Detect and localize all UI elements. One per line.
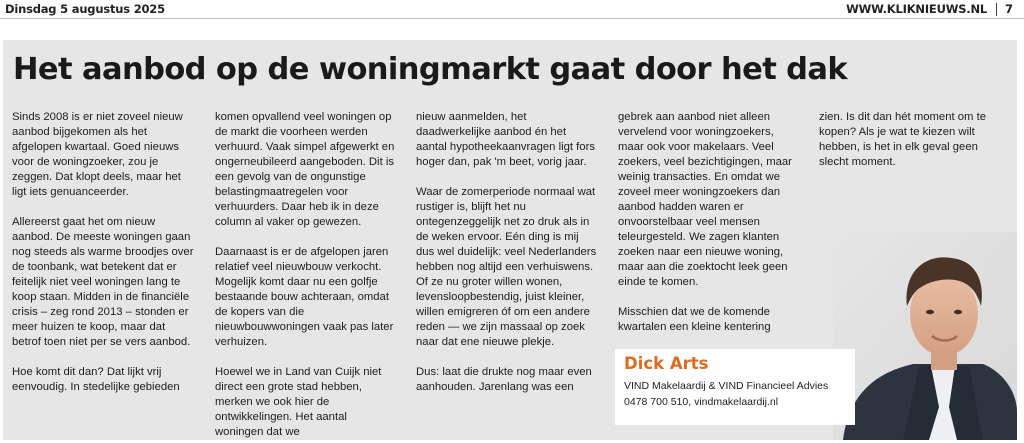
paragraph: Hoewel we in Land van Cuijk niet direct een grote stad hebben, merken we ook hier de ontwikkelingen. Het aantal woningen dat we (215, 366, 382, 438)
header-divider (996, 3, 997, 16)
article-panel (3, 40, 1017, 440)
paragraph: Misschien dat we de komende kwartalen een kleine kentering (618, 306, 771, 333)
author-box (615, 349, 855, 425)
article-column-1 (12, 110, 194, 395)
paragraph: komen opvallend veel woningen op de markt die voorheen werden verhuurd. Vaak simpel afgewerkt en ongerneubileerd aangeboden. Dit is een gevolg van de ongunstige belastingmaatregelen voor verhuurders. Daar heb ik in deze column al vaker op gewezen. (215, 111, 395, 228)
author-photo (833, 232, 1017, 440)
article-column-2 (215, 110, 397, 440)
page-header (0, 0, 1024, 18)
paragraph: zien. Is dit dan hét moment om te kopen? Als je wat te kiezen wilt hebben, is het in elk geval geen slecht moment. (819, 111, 987, 168)
article-column-4 (618, 110, 800, 335)
paragraph: Daarnaast is er de afgelopen jaren relatief veel nieuwbouw verkocht. Mogelijk komt daar nu een golfje bestaande bouw achteraan, omdat de kopers van die nieuwbouwwoningen vaak pas later verhuizen. (215, 246, 394, 348)
paragraph: nieuw aanmelden, het daadwerkelijke aanbod én het aantal hypotheekaanvragen ligt fors hoger dan, pak 'm beet, vorig jaar. (416, 111, 595, 168)
paragraph: Allereerst gaat het om nieuw aanbod. De meeste woningen gaan nog steeds als warme broodjes over de toonbank, wat betekent dat er feitelijk niet veel woningen lang te koop staan. Midden in de financiële crisis – zeg rond 2013 – stonden er meer huizen te koop, maar dat betrof toen niet per se vers aanbod. (12, 216, 194, 348)
paragraph: Sinds 2008 is er niet zoveel nieuw aanbod bijgekomen als het afgelopen kwartaal. Goed nieuws voor de woningzoeker, zou je zeggen. Dat klopt deels, maar het ligt iets genuanceerder. (12, 111, 183, 198)
author-name: Dick Arts (624, 354, 709, 373)
website-link[interactable]: WWW.KLIKNIEUWS.NL (846, 2, 987, 16)
page-number: 7 (1004, 2, 1013, 16)
header-rule (0, 18, 1024, 19)
article-title: Het aanbod op de woningmarkt gaat door het dak (13, 52, 848, 87)
author-contact: 0478 700 510, vindmakelaardij.nl (624, 396, 779, 408)
author-company: VIND Makelaardij & VIND Financieel Advies (624, 380, 829, 392)
publication-date: Dinsdag 5 augustus 2025 (5, 2, 165, 16)
paragraph: Dus: laat die drukte nog maar even aanhouden. Jarenlang was een (416, 366, 592, 393)
paragraph: Hoe komt dit dan? Dat lijkt vrij eenvoudig. In stedelijke gebieden (12, 366, 180, 393)
article-column-5 (819, 110, 1004, 170)
paragraph: Waar de zomerperiode normaal wat rustiger is, blijft het nu ontegenzeggelijk net zo druk als in de weken ervoor. Eén ding is mij dus wel duidelijk: veel Nederlanders hebben nog altijd een verhuiswens. Of ze nu groter willen wonen, levensloopbestendig, juist kleiner, willen emigreren óf om een andere reden — we zijn massaal op zoek naar dat ene nieuwe plekje. (416, 186, 597, 348)
paragraph: gebrek aan aanbod niet alleen vervelend voor woningzoekers, maar ook voor makelaars. Veel zoekers, veel bezichtigingen, maar weinig transacties. En omdat we zoveel meer woningzoekers dan aanbod hadden waren er onvoorstelbaar veel mensen teleurgesteld. We zagen klanten zoeken naar een nieuwe woning, maar aan die zoektocht leek geen einde te komen. (618, 111, 792, 288)
article-column-3 (416, 110, 599, 395)
